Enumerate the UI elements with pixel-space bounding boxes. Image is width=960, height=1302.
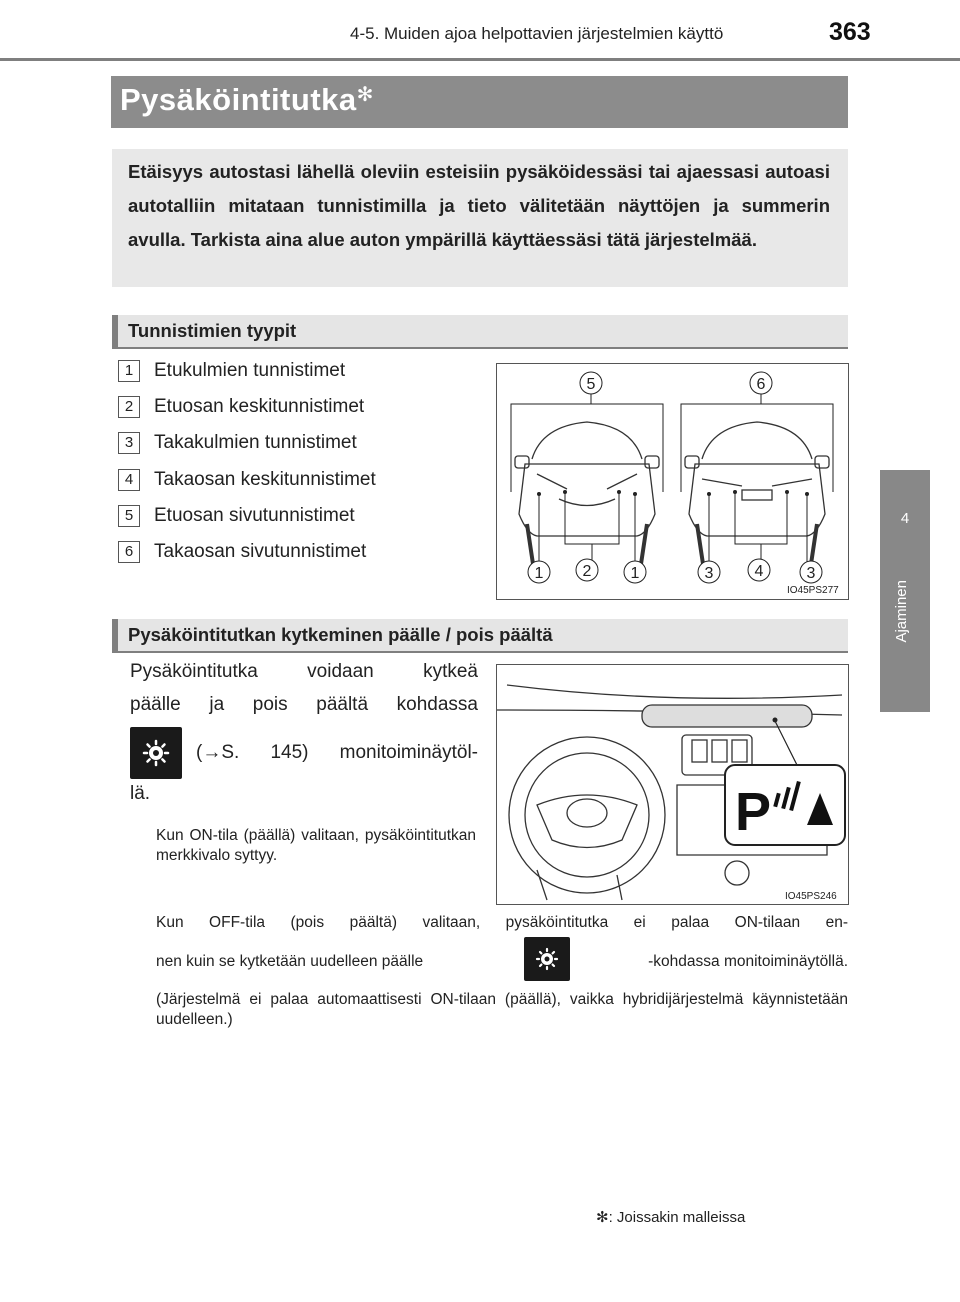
section-heading-text: Tunnistimien tyypit <box>128 320 297 341</box>
callout-label: 6 <box>756 376 766 393</box>
header-divider <box>0 58 960 61</box>
callout-label: 3 <box>704 565 714 582</box>
list-item-label: Takaosan sivutunnistimet <box>154 541 367 563</box>
page-title-text: Pysäköintitutka <box>120 82 357 117</box>
body-line: päälle ja pois päältä kohdassa <box>130 694 478 715</box>
callout-label: 3 <box>806 565 816 582</box>
figure-code: IO45PS246 <box>785 891 837 902</box>
front-car-illustration <box>515 422 659 564</box>
intro-text: Etäisyys autostasi lähellä oleviin esteisiin pysäköidessäsi tai ajaessasi autoasi autotalliin mitataan tunnistimilla ja tieto välitetään näyttöjen ja summerin avulla. Tarkista aina alue auton ympärillä käyttäessäsi tätä järjestelmää. <box>128 161 830 250</box>
list-item-label: Takaosan keskitunnistimet <box>154 469 376 491</box>
list-item <box>118 360 345 390</box>
list-item <box>118 505 355 535</box>
list-number: 6 <box>118 541 140 563</box>
body-line-page-ref: (→S. 145) monitoiminäytöl- <box>196 742 478 763</box>
chapter-label: Ajaminen <box>893 580 910 643</box>
list-number: 4 <box>118 469 140 491</box>
callout-label: 1 <box>534 565 544 582</box>
callout-label: 4 <box>754 563 764 580</box>
note-on-mode: Kun ON-tila (päällä) valitaan, pysäköintitutkan merkkivalo syttyy. <box>156 827 476 864</box>
note-off-mode-line2-post: -kohdassa monitoiminäytöllä. <box>648 953 848 970</box>
note-off-mode-line1: Kun OFF-tila (pois päältä) valitaan, pysäköintitutka ei palaa ON-tilaan en- <box>156 914 848 931</box>
list-item-label: Etuosan sivutunnistimet <box>154 505 355 527</box>
list-item <box>118 541 366 571</box>
callout-label: 2 <box>582 563 592 580</box>
callout-label: 5 <box>586 376 596 393</box>
list-item-label: Etuosan keskitunnistimet <box>154 396 365 418</box>
dashboard-figure <box>496 664 849 905</box>
parking-indicator-letter: P <box>735 782 772 842</box>
figure-code: IO45PS277 <box>787 585 839 596</box>
gear-icon <box>524 937 570 981</box>
list-item-label: Takakulmien tunnistimet <box>154 432 357 454</box>
settings-gear-button-illustration <box>130 727 182 779</box>
sensor-locations-illustration <box>497 364 848 599</box>
callout-label: 1 <box>630 565 640 582</box>
list-item <box>118 469 376 499</box>
settings-gear-inline-illustration <box>524 937 570 981</box>
footnote-star-mark: ✻ <box>356 84 374 106</box>
list-number: 1 <box>118 360 140 382</box>
sensor-dots <box>537 490 809 496</box>
section-heading-text: Pysäköintitutkan kytkeminen päälle / pois päältä <box>128 624 553 645</box>
list-item-label: Etukulmien tunnistimet <box>154 360 346 382</box>
page-number: 363 <box>829 18 871 46</box>
header-section-title: 4-5. Muiden ajoa helpottavien järjestelmien käyttö <box>350 24 724 43</box>
page-title <box>120 82 374 118</box>
note-restart: (Järjestelmä ei palaa automaattisesti ON-tilaan (päällä), vaikka hybridijärjestelmä käynnistetään uudelleen.) <box>156 991 848 1028</box>
list-item <box>118 396 364 426</box>
gear-icon <box>130 727 182 779</box>
list-number: 2 <box>118 396 140 418</box>
section-heading-toggle <box>112 619 848 653</box>
footnote: ✻: Joissakin malleissa <box>596 1209 746 1226</box>
note-off-mode-line2-pre: nen kuin se kytketään uudelleen päälle <box>156 953 424 970</box>
list-item <box>118 432 357 462</box>
list-number: 5 <box>118 505 140 527</box>
detection-zone-lines <box>511 394 833 570</box>
chapter-number: 4 <box>900 510 910 527</box>
body-line: Pysäköintitutka voidaan kytkeä <box>130 661 478 682</box>
sensor-locations-figure <box>496 363 849 600</box>
list-number: 3 <box>118 432 140 454</box>
body-line: lä. <box>130 783 151 804</box>
section-heading-sensor-types <box>112 315 848 349</box>
dashboard-illustration <box>497 665 848 904</box>
